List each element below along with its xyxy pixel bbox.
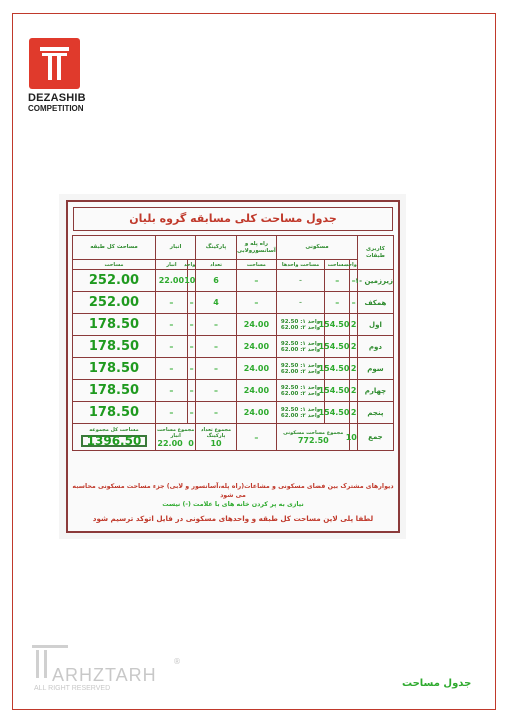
watermark bbox=[30, 643, 181, 692]
sum-storage bbox=[155, 424, 195, 451]
total-cell: 178.50 bbox=[73, 314, 156, 336]
storage-area-cell: – bbox=[155, 402, 187, 424]
sum-label: جمع bbox=[357, 424, 393, 451]
parking-cell: 6 bbox=[196, 270, 236, 292]
table-row bbox=[73, 402, 394, 424]
storage-area-cell: – bbox=[155, 314, 187, 336]
sum-units: 10 bbox=[350, 424, 357, 451]
sum-total-label: مساحت کل مجموعه bbox=[89, 427, 139, 433]
header-row bbox=[73, 236, 394, 260]
area-table-panel bbox=[66, 200, 400, 533]
sum-stairs: – bbox=[236, 424, 276, 451]
table-title: جدول مساحت کلی مسابقه گروه بلیان bbox=[73, 207, 393, 231]
storage-area-cell: – bbox=[155, 292, 187, 314]
sub-unit-area: مساحت واحدها bbox=[277, 260, 325, 270]
stairs-cell: 24.00 bbox=[236, 380, 276, 402]
sum-res-value: 772.50 bbox=[297, 436, 329, 445]
header-total: مساحت کل طبقه bbox=[73, 236, 156, 260]
area-cell: 154.50 bbox=[324, 402, 350, 424]
table-row bbox=[73, 292, 394, 314]
storage-units-cell: – bbox=[187, 380, 196, 402]
brand-text bbox=[28, 92, 86, 114]
watermark-name: ARHZTARH bbox=[52, 665, 157, 685]
units-cell: 2 bbox=[350, 402, 357, 424]
sum-storage-value: 22.00 bbox=[157, 439, 183, 448]
table-row bbox=[73, 270, 394, 292]
sum-total-box bbox=[73, 435, 155, 447]
sum-res-label: مجموع مساحت مسکونی bbox=[283, 430, 344, 436]
area-cell: 154.50 bbox=[324, 358, 350, 380]
header-stairs: راه پله و آسانسورولابی bbox=[236, 236, 276, 260]
units-cell: – bbox=[350, 292, 357, 314]
sub-units: واحد bbox=[345, 261, 357, 268]
floor-cell: سوم bbox=[357, 358, 393, 380]
sum-storage-units: 0 bbox=[188, 439, 194, 448]
total-cell: 178.50 bbox=[73, 380, 156, 402]
storage-units-cell: – bbox=[187, 292, 196, 314]
unit-area-cell: واحد ۱: 92.50 واحد ۲: 62.00 bbox=[277, 314, 325, 336]
stairs-cell: 24.00 bbox=[236, 314, 276, 336]
unit-area-cell: – bbox=[277, 270, 325, 292]
note-dashes: نیازی به پر کردن خانه های با علامت (-) نیست bbox=[162, 501, 304, 508]
storage-units-cell: – bbox=[187, 402, 196, 424]
sum-storage-values bbox=[156, 441, 195, 447]
units-cell: 2 bbox=[350, 380, 357, 402]
parking-cell: 4 bbox=[196, 292, 236, 314]
storage-units-cell: – bbox=[187, 358, 196, 380]
total-cell: 252.00 bbox=[73, 292, 156, 314]
note-polyline: لطفا پلی لاین مساحت کل طبقه و واحدهای مسکونی در فایل اتوکد ترسیم شود bbox=[92, 514, 374, 523]
floor-cell: دوم bbox=[357, 336, 393, 358]
sum-total bbox=[73, 424, 156, 451]
unit-area-cell: واحد ۱: 92.50 واحد ۲: 62.00 bbox=[277, 380, 325, 402]
sum-total-value: 1396.50 bbox=[81, 435, 148, 447]
area-cell: – bbox=[324, 292, 350, 314]
floor-cell: همکف bbox=[357, 292, 393, 314]
sum-storage-label: مجموع مساحت انبار bbox=[156, 427, 195, 439]
units-cell: 2 bbox=[350, 336, 357, 358]
total-cell: 178.50 bbox=[73, 336, 156, 358]
parking-cell: – bbox=[196, 314, 236, 336]
table-row bbox=[73, 358, 394, 380]
sub-count: تعداد bbox=[196, 260, 236, 270]
area-cell: – bbox=[324, 270, 350, 292]
storage-area-cell: 22.00 bbox=[155, 270, 187, 292]
units-cell: 2 bbox=[350, 314, 357, 336]
sub-area: مساحت bbox=[324, 260, 350, 270]
storage-area-cell: – bbox=[155, 380, 187, 402]
table-row bbox=[73, 314, 394, 336]
sum-residential bbox=[277, 424, 350, 451]
units-cell: 2 bbox=[350, 358, 357, 380]
logo bbox=[29, 38, 80, 89]
watermark-mark: ® bbox=[173, 657, 181, 666]
sum-parking bbox=[196, 424, 236, 451]
units-cell: – bbox=[350, 270, 357, 292]
header-usage: کاربری طبقات bbox=[357, 236, 393, 270]
watermark-rights: ALL RIGHT RESERVED bbox=[34, 685, 111, 692]
brand-sub: COMPETITION bbox=[28, 104, 84, 113]
stairs-cell: 24.00 bbox=[236, 402, 276, 424]
total-cell: 252.00 bbox=[73, 270, 156, 292]
header-parking: پارکینگ bbox=[196, 236, 236, 260]
unit-area-cell: واحد ۱: 92.50 واحد ۲: 62.00 bbox=[277, 402, 325, 424]
sum-parking-label: مجموع تعداد پارکینگ bbox=[200, 427, 232, 439]
brand-name: DEZASHIB bbox=[28, 92, 86, 104]
area-cell: 154.50 bbox=[324, 380, 350, 402]
sub-total-area: مساحت bbox=[73, 260, 156, 270]
sum-row bbox=[73, 424, 394, 451]
subheader-row bbox=[73, 260, 394, 270]
parking-cell: – bbox=[196, 380, 236, 402]
stairs-cell: – bbox=[236, 270, 276, 292]
footer-label: جدول مساحت bbox=[402, 678, 472, 689]
parking-cell: – bbox=[196, 358, 236, 380]
total-cell: 178.50 bbox=[73, 358, 156, 380]
storage-area-cell: – bbox=[155, 336, 187, 358]
storage-area-cell: – bbox=[155, 358, 187, 380]
storage-units-cell: – bbox=[187, 314, 196, 336]
unit-area-cell: واحد ۱: 92.50 واحد ۲: 62.00 bbox=[277, 358, 325, 380]
table-row bbox=[73, 336, 394, 358]
pillar-logo-icon bbox=[29, 38, 80, 89]
area-cell: 154.50 bbox=[324, 314, 350, 336]
area-table bbox=[72, 235, 394, 451]
floor-cell: پنجم bbox=[357, 402, 393, 424]
floor-cell: زیرزمین -۱ bbox=[357, 270, 393, 292]
storage-units-cell: 10 bbox=[187, 270, 196, 292]
unit-area-cell: – bbox=[277, 292, 325, 314]
stairs-cell: 24.00 bbox=[236, 358, 276, 380]
unit-area-cell: واحد ۱: 92.50 واحد ۲: 62.00 bbox=[277, 336, 325, 358]
table-row bbox=[73, 380, 394, 402]
area-cell: 154.50 bbox=[324, 336, 350, 358]
sub-stairs-area: مساحت bbox=[236, 260, 276, 270]
stairs-cell: – bbox=[236, 292, 276, 314]
note-shared-walls: دیوارهای مشترک بین فضای مسکونی و مشاعات(راه پله،آسانسور و لابی) جزء مساحت مسکونی محاسبه می شود bbox=[72, 483, 394, 499]
total-cell: 178.50 bbox=[73, 402, 156, 424]
sub-storage-unit: واحد bbox=[184, 261, 196, 268]
sub-storage-area: انبار bbox=[155, 260, 187, 270]
floor-cell: اول bbox=[357, 314, 393, 336]
header-storage: انبار bbox=[155, 236, 195, 260]
sum-parking-value: 10 bbox=[210, 439, 222, 448]
floor-cell: چهارم bbox=[357, 380, 393, 402]
header-residential: مسکونی bbox=[277, 236, 358, 260]
storage-units-cell: – bbox=[187, 336, 196, 358]
notes bbox=[72, 482, 394, 526]
stairs-cell: 24.00 bbox=[236, 336, 276, 358]
parking-cell: – bbox=[196, 336, 236, 358]
parking-cell: – bbox=[196, 402, 236, 424]
